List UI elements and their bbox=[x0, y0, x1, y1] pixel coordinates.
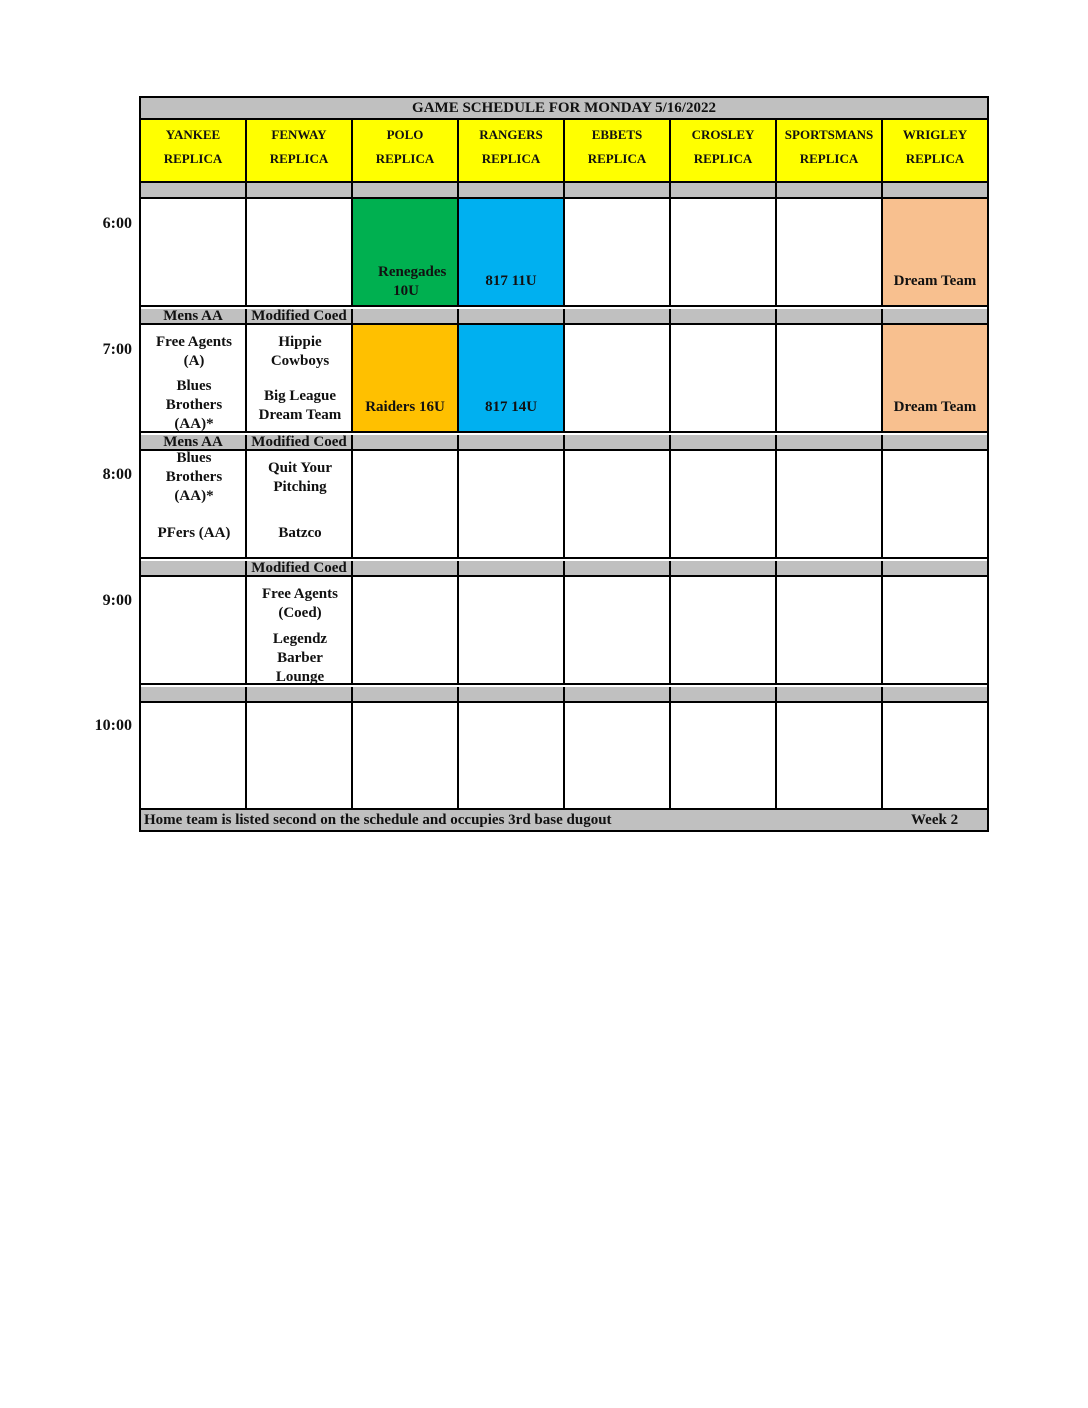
slot-10-crosley bbox=[671, 703, 777, 810]
slot-7-fenway bbox=[247, 325, 353, 433]
slot-7-yankee bbox=[141, 325, 247, 433]
slot-8-fenway bbox=[247, 451, 353, 559]
slot-8-yankee bbox=[141, 451, 247, 559]
slot-6-sportsmans bbox=[777, 199, 883, 307]
division-strip bbox=[565, 561, 671, 577]
slot-9-fenway bbox=[247, 577, 353, 685]
field-header-wrigley bbox=[883, 120, 987, 183]
slot-7-wrigley bbox=[883, 325, 987, 433]
team-name: 817 14U bbox=[484, 399, 538, 415]
division-strip bbox=[141, 687, 247, 703]
field-sub: REPLICA bbox=[163, 151, 223, 166]
division-label: Modified Coed bbox=[247, 309, 353, 325]
division-strip bbox=[459, 561, 565, 577]
division-strip bbox=[353, 183, 459, 199]
division-strip bbox=[247, 687, 353, 703]
division-strip bbox=[777, 687, 883, 703]
slot-6-polo bbox=[353, 199, 459, 307]
team-name: Raiders 16U bbox=[365, 399, 445, 415]
slot-7-polo bbox=[353, 325, 459, 433]
slot-9-wrigley bbox=[883, 577, 987, 685]
division-strip bbox=[883, 435, 987, 451]
slot-6-yankee bbox=[141, 199, 247, 307]
division-strip bbox=[353, 309, 459, 325]
division-strip bbox=[883, 687, 987, 703]
slot-6-fenway bbox=[247, 199, 353, 307]
slot-6-wrigley bbox=[883, 199, 987, 307]
slot-8-rangers bbox=[459, 451, 565, 559]
division-strip bbox=[883, 561, 987, 577]
division-label: Modified Coed bbox=[247, 435, 353, 451]
field-sub: REPLICA bbox=[587, 151, 647, 166]
time-label-8: 8:00 bbox=[102, 466, 132, 483]
division-label: Modified Coed bbox=[247, 561, 353, 577]
slot-9-polo bbox=[353, 577, 459, 685]
field-header-sportsmans bbox=[777, 120, 883, 183]
division-strip bbox=[565, 435, 671, 451]
team-name: Renegades 10U bbox=[378, 264, 447, 299]
field-header-fenway bbox=[247, 120, 353, 183]
field-sub: REPLICA bbox=[693, 151, 753, 166]
division-strip bbox=[777, 561, 883, 577]
slot-10-ebbets bbox=[565, 703, 671, 810]
time-label-6: 6:00 bbox=[102, 215, 132, 232]
division-strip bbox=[141, 183, 247, 199]
division-strip bbox=[353, 561, 459, 577]
slot-6-ebbets bbox=[565, 199, 671, 307]
slot-8-wrigley bbox=[883, 451, 987, 559]
slot-7-ebbets bbox=[565, 325, 671, 433]
week-label: Week 2 bbox=[911, 812, 959, 828]
schedule-footer bbox=[141, 810, 987, 830]
schedule-title: GAME SCHEDULE FOR MONDAY 5/16/2022 bbox=[141, 98, 987, 120]
division-strip bbox=[459, 183, 565, 199]
home-team: Legendz Barber Lounge bbox=[272, 631, 328, 685]
time-label-10: 10:00 bbox=[94, 717, 132, 734]
away-team: Hippie Cowboys bbox=[270, 334, 330, 369]
away-team: Blues Brothers (AA)* bbox=[165, 451, 223, 504]
division-strip bbox=[565, 183, 671, 199]
home-team: Blues Brothers (AA)* bbox=[165, 378, 223, 432]
field-header-crosley bbox=[671, 120, 777, 183]
home-team-note: Home team is listed second on the schedule and occupies 3rd base dugout bbox=[144, 812, 612, 828]
division-strip bbox=[883, 183, 987, 199]
team-name: 817 11U bbox=[485, 273, 537, 289]
division-strip bbox=[353, 435, 459, 451]
slot-9-crosley bbox=[671, 577, 777, 685]
field-name: SPORTSMANS bbox=[784, 127, 874, 142]
division-strip bbox=[565, 687, 671, 703]
field-header-polo bbox=[353, 120, 459, 183]
away-team: Free Agents (A) bbox=[156, 334, 232, 369]
field-name: EBBETS bbox=[591, 127, 643, 142]
team-name: Dream Team bbox=[893, 273, 977, 289]
home-team: Batzco bbox=[278, 525, 322, 541]
field-name: FENWAY bbox=[271, 127, 327, 142]
home-team: PFers (AA) bbox=[157, 525, 231, 541]
away-team: Free Agents (Coed) bbox=[262, 586, 338, 621]
field-name: RANGERS bbox=[479, 127, 543, 142]
slot-10-wrigley bbox=[883, 703, 987, 810]
time-label-7: 7:00 bbox=[102, 341, 132, 358]
slot-7-crosley bbox=[671, 325, 777, 433]
slot-8-ebbets bbox=[565, 451, 671, 559]
away-team: Quit Your Pitching bbox=[267, 460, 333, 495]
field-header-yankee bbox=[141, 120, 247, 183]
slot-9-rangers bbox=[459, 577, 565, 685]
slot-8-crosley bbox=[671, 451, 777, 559]
slot-9-sportsmans bbox=[777, 577, 883, 685]
field-name: YANKEE bbox=[165, 127, 221, 142]
division-strip bbox=[671, 309, 777, 325]
field-header-ebbets bbox=[565, 120, 671, 183]
division-strip bbox=[565, 309, 671, 325]
field-name: WRIGLEY bbox=[902, 127, 968, 142]
slot-8-sportsmans bbox=[777, 451, 883, 559]
division-label: Mens AA bbox=[141, 435, 247, 451]
field-sub: REPLICA bbox=[481, 151, 541, 166]
slot-10-yankee bbox=[141, 703, 247, 810]
division-strip bbox=[459, 687, 565, 703]
team-name: Dream Team bbox=[893, 399, 977, 415]
schedule-table bbox=[139, 96, 989, 832]
slot-10-polo bbox=[353, 703, 459, 810]
division-strip bbox=[671, 561, 777, 577]
home-team: Big League Dream Team bbox=[258, 388, 342, 423]
field-sub: REPLICA bbox=[799, 151, 859, 166]
division-strip bbox=[671, 183, 777, 199]
slot-9-ebbets bbox=[565, 577, 671, 685]
division-strip bbox=[883, 309, 987, 325]
division-strip bbox=[247, 183, 353, 199]
slot-8-polo bbox=[353, 451, 459, 559]
slot-6-rangers bbox=[459, 199, 565, 307]
division-strip bbox=[777, 435, 883, 451]
time-label-9: 9:00 bbox=[102, 592, 132, 609]
slot-7-rangers bbox=[459, 325, 565, 433]
field-header-rangers bbox=[459, 120, 565, 183]
slot-6-crosley bbox=[671, 199, 777, 307]
division-strip bbox=[777, 183, 883, 199]
field-sub: REPLICA bbox=[375, 151, 435, 166]
slot-9-yankee bbox=[141, 577, 247, 685]
field-name: CROSLEY bbox=[691, 127, 755, 142]
field-sub: REPLICA bbox=[269, 151, 329, 166]
slot-10-sportsmans bbox=[777, 703, 883, 810]
slot-7-sportsmans bbox=[777, 325, 883, 433]
division-strip bbox=[353, 687, 459, 703]
division-strip bbox=[141, 561, 247, 577]
division-strip bbox=[671, 687, 777, 703]
division-strip bbox=[671, 435, 777, 451]
division-strip bbox=[459, 309, 565, 325]
field-name: POLO bbox=[386, 127, 424, 142]
division-strip bbox=[777, 309, 883, 325]
division-label: Mens AA bbox=[141, 309, 247, 325]
division-strip bbox=[459, 435, 565, 451]
slot-10-rangers bbox=[459, 703, 565, 810]
slot-10-fenway bbox=[247, 703, 353, 810]
field-sub: REPLICA bbox=[905, 151, 965, 166]
